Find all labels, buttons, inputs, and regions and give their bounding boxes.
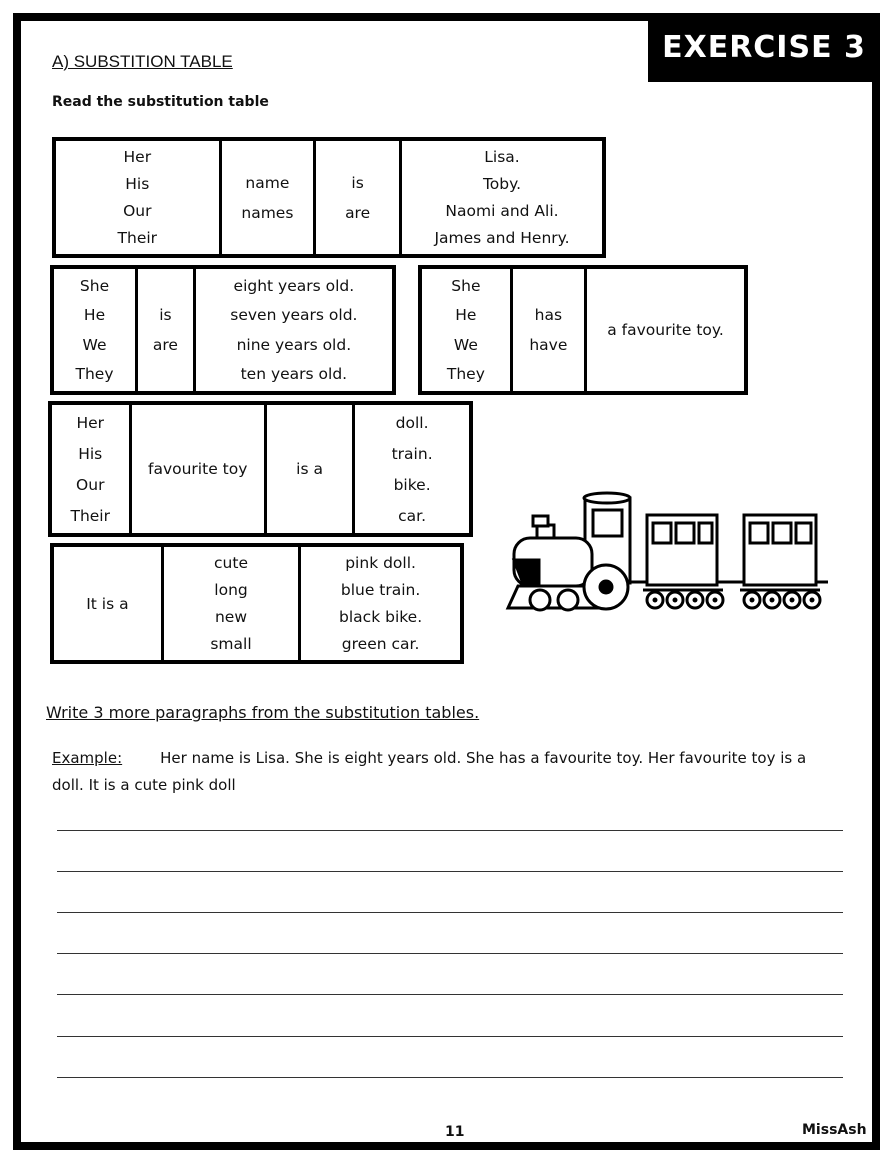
writing-line[interactable]: [57, 912, 843, 913]
table-cell-word: He: [455, 306, 477, 325]
table-cell-word: favourite toy: [148, 460, 248, 478]
table-cell-word: a favourite toy.: [607, 321, 724, 339]
table-cell-word: He: [83, 306, 106, 325]
example-text: Her name is Lisa. She is eight years old. She has a favourite toy. Her favourite toy is a doll. It is a cute pink doll: [52, 749, 807, 794]
table-column: [161, 547, 298, 660]
table-column: [219, 141, 314, 254]
table-cell-word: We: [453, 335, 478, 354]
substitution-table-age: [50, 265, 396, 395]
table-cell-word: doll.: [395, 413, 429, 432]
table-cell-word: name: [245, 173, 290, 192]
table-column: [193, 269, 392, 391]
writing-line[interactable]: [57, 1036, 843, 1037]
table-cell-word: is: [159, 306, 172, 324]
table-cell-word: Naomi and Ali.: [445, 202, 559, 221]
brand-logo: MissAsh: [802, 1122, 867, 1138]
table-cell-word: She: [451, 276, 481, 295]
table-cell-word: Our: [123, 202, 152, 221]
table-column: [56, 141, 219, 254]
table-column: [52, 405, 129, 533]
table-cell-word: is: [351, 173, 364, 192]
table-cell-word: long: [214, 580, 248, 599]
table-cell-word: green car.: [341, 635, 420, 654]
table-cell-word: cute: [214, 553, 248, 572]
table-cell-word: Toby.: [482, 174, 522, 193]
table-cell-word: We: [82, 335, 107, 354]
table-cell-word: train.: [391, 444, 433, 463]
substitution-table-name: [52, 137, 606, 258]
table-column: [352, 405, 469, 533]
write-instruction: Write 3 more paragraphs from the substitution tables.: [46, 703, 480, 722]
table-cell-word: are: [345, 203, 371, 222]
table-column: [584, 269, 744, 391]
table-cell-word: Their: [117, 229, 158, 248]
table-column: [54, 547, 161, 660]
table-cell-word: car.: [398, 506, 427, 525]
table-cell-word: names: [241, 203, 294, 222]
substitution-table-favourite: [48, 401, 473, 537]
table-cell-word: They: [446, 365, 485, 384]
table-cell-word: His: [78, 444, 103, 463]
table-cell-word: seven years old.: [230, 306, 358, 325]
writing-line[interactable]: [57, 830, 843, 831]
example-label: Example:: [52, 749, 123, 767]
example: [52, 745, 822, 799]
writing-line[interactable]: [57, 1077, 843, 1078]
table-cell-word: His: [125, 174, 150, 193]
table-column: [313, 141, 399, 254]
table-column: [264, 405, 352, 533]
table-cell-word: small: [210, 635, 252, 654]
table-cell-word: Her: [123, 147, 152, 166]
table-cell-word: bike.: [393, 475, 431, 494]
table-column: [129, 405, 264, 533]
instruction: Read the substitution table: [52, 94, 269, 110]
table-column: [422, 269, 510, 391]
table-column: [54, 269, 135, 391]
table-cell-word: are: [152, 336, 178, 354]
table-cell-word: Lisa.: [484, 147, 520, 166]
table-cell-word: Her: [76, 413, 105, 432]
table-column: [510, 269, 584, 391]
table-cell-word: has: [534, 306, 563, 324]
table-cell-word: pink doll.: [345, 553, 416, 572]
table-cell-word: She: [79, 276, 110, 295]
table-column: [135, 269, 193, 391]
exercise-title: EXERCISE 3: [648, 13, 880, 82]
table-cell-word: nine years old.: [236, 335, 352, 354]
train-illustration: [500, 490, 835, 615]
table-cell-word: blue train.: [340, 580, 421, 599]
writing-line[interactable]: [57, 994, 843, 995]
page-number: 11: [445, 1124, 465, 1140]
section-heading: A) SUBSTITION TABLE: [52, 52, 233, 71]
table-cell-word: Their: [70, 506, 110, 525]
table-cell-word: It is a: [86, 594, 129, 613]
table-column: [298, 547, 460, 660]
table-cell-word: is a: [296, 460, 323, 478]
writing-line[interactable]: [57, 871, 843, 872]
table-column: [399, 141, 602, 254]
table-cell-word: eight years old.: [233, 276, 355, 295]
table-cell-word: new: [214, 608, 248, 627]
substitution-table-description: [50, 543, 464, 664]
table-cell-word: ten years old.: [240, 365, 348, 384]
table-cell-word: They: [75, 365, 114, 384]
table-cell-word: Our: [76, 475, 105, 494]
table-cell-word: have: [529, 336, 568, 354]
substitution-table-toy: [418, 265, 748, 395]
table-cell-word: James and Henry.: [434, 229, 570, 248]
writing-line[interactable]: [57, 953, 843, 954]
table-cell-word: black bike.: [339, 608, 423, 627]
